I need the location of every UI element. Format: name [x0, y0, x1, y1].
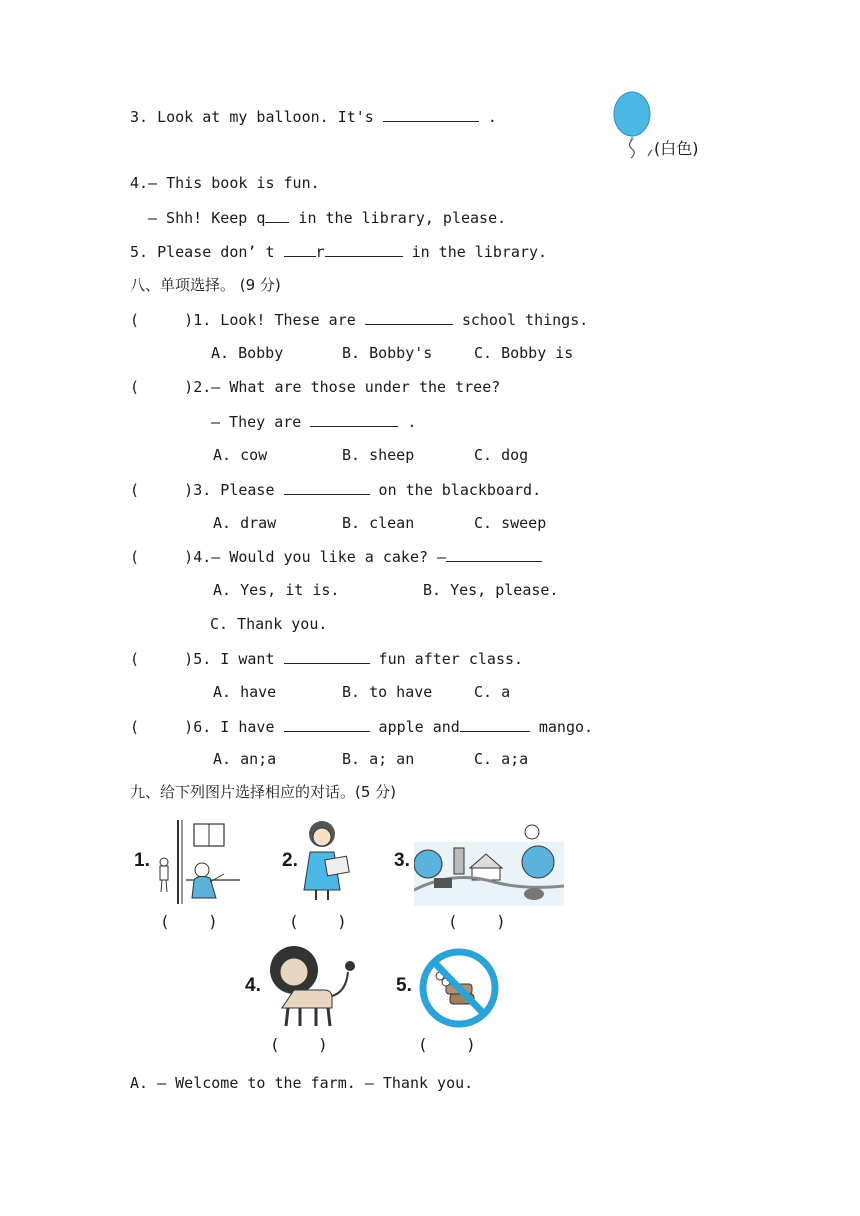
picture-2-answer[interactable]: ( ) — [289, 912, 347, 931]
picture-4-answer[interactable]: ( ) — [270, 1035, 328, 1054]
mc-question-3: ( )3. Please on the blackboard. — [130, 481, 542, 499]
picture-1-number: 1. — [134, 850, 150, 871]
mc-question-1: ( )1. Look! These are school things. — [130, 311, 589, 329]
option-c[interactable]: C. Thank you. — [210, 615, 328, 633]
answer-blank[interactable] — [365, 309, 453, 325]
answer-blank[interactable] — [284, 716, 370, 732]
option-b[interactable]: B. to have — [342, 683, 433, 701]
option-b[interactable]: B. Yes, please. — [423, 581, 559, 599]
answer-blank[interactable] — [284, 241, 316, 257]
question-3: 3. Look at my balloon. It's . — [130, 108, 497, 126]
option-a[interactable]: A. Yes, it is. — [213, 581, 340, 599]
option-c[interactable]: C. dog — [474, 446, 529, 464]
mc-question-4: ( )4.— Would you like a cake? — — [130, 546, 542, 567]
answer-blank[interactable] — [460, 716, 530, 732]
mc-question-2-line-2: — They are . — [211, 413, 417, 431]
question-4-line-1: 4.— This book is fun. — [130, 174, 320, 192]
boy-drawing-picture — [150, 818, 242, 906]
answer-blank[interactable] — [310, 411, 398, 427]
picture-4-number: 4. — [245, 975, 261, 996]
section-8-heading: 八、单项选择。 (9 分) — [130, 276, 281, 294]
mc-question-5: ( )5. I want fun after class. — [130, 650, 524, 668]
farm-picture — [414, 820, 564, 906]
mc-question-6: ( )6. I have apple and mango. — [130, 718, 594, 736]
answer-blank[interactable] — [284, 479, 370, 495]
girl-reading-picture — [300, 818, 356, 904]
answer-blank[interactable] — [383, 106, 479, 122]
picture-5-answer[interactable]: ( ) — [418, 1035, 476, 1054]
lion-picture — [264, 944, 360, 1032]
answer-blank[interactable] — [446, 546, 542, 562]
option-b[interactable]: B. sheep — [342, 446, 415, 464]
answer-blank[interactable] — [284, 648, 370, 664]
option-c[interactable]: C. sweep — [474, 514, 547, 532]
picture-1-answer[interactable]: ( ) — [160, 912, 218, 931]
option-a[interactable]: A. Bobby — [211, 344, 284, 362]
question-5: 5. Please don’ t r in the library. — [130, 243, 548, 261]
option-c[interactable]: C. a — [474, 683, 511, 701]
picture-2-number: 2. — [282, 850, 298, 871]
question-4-line-2: — Shh! Keep q in the library, please. — [148, 209, 507, 227]
option-b[interactable]: B. Bobby's — [342, 344, 433, 362]
color-hint: (白色) — [654, 139, 699, 158]
option-c[interactable]: C. a;a — [474, 750, 529, 768]
option-a[interactable]: A. cow — [213, 446, 268, 464]
option-b[interactable]: B. a; an — [342, 750, 415, 768]
option-a[interactable]: A. an;a — [213, 750, 277, 768]
picture-3-answer[interactable]: ( ) — [448, 912, 506, 931]
mc-question-2: ( )2.— What are those under the tree? — [130, 378, 501, 396]
option-a[interactable]: A. draw — [213, 514, 277, 532]
picture-5-number: 5. — [396, 975, 412, 996]
option-b[interactable]: B. clean — [342, 514, 415, 532]
section-9-heading: 九、给下列图片选择相应的对话。(5 分) — [130, 783, 397, 801]
balloon-picture — [610, 88, 656, 162]
no-eating-sign-icon — [416, 946, 502, 1030]
picture-3-number: 3. — [394, 850, 410, 871]
answer-blank[interactable] — [265, 207, 289, 223]
dialogue-option-a: A. — Welcome to the farm. — Thank you. — [130, 1074, 474, 1092]
option-a[interactable]: A. have — [213, 683, 277, 701]
option-c[interactable]: C. Bobby is — [474, 344, 574, 362]
answer-blank[interactable] — [325, 241, 403, 257]
